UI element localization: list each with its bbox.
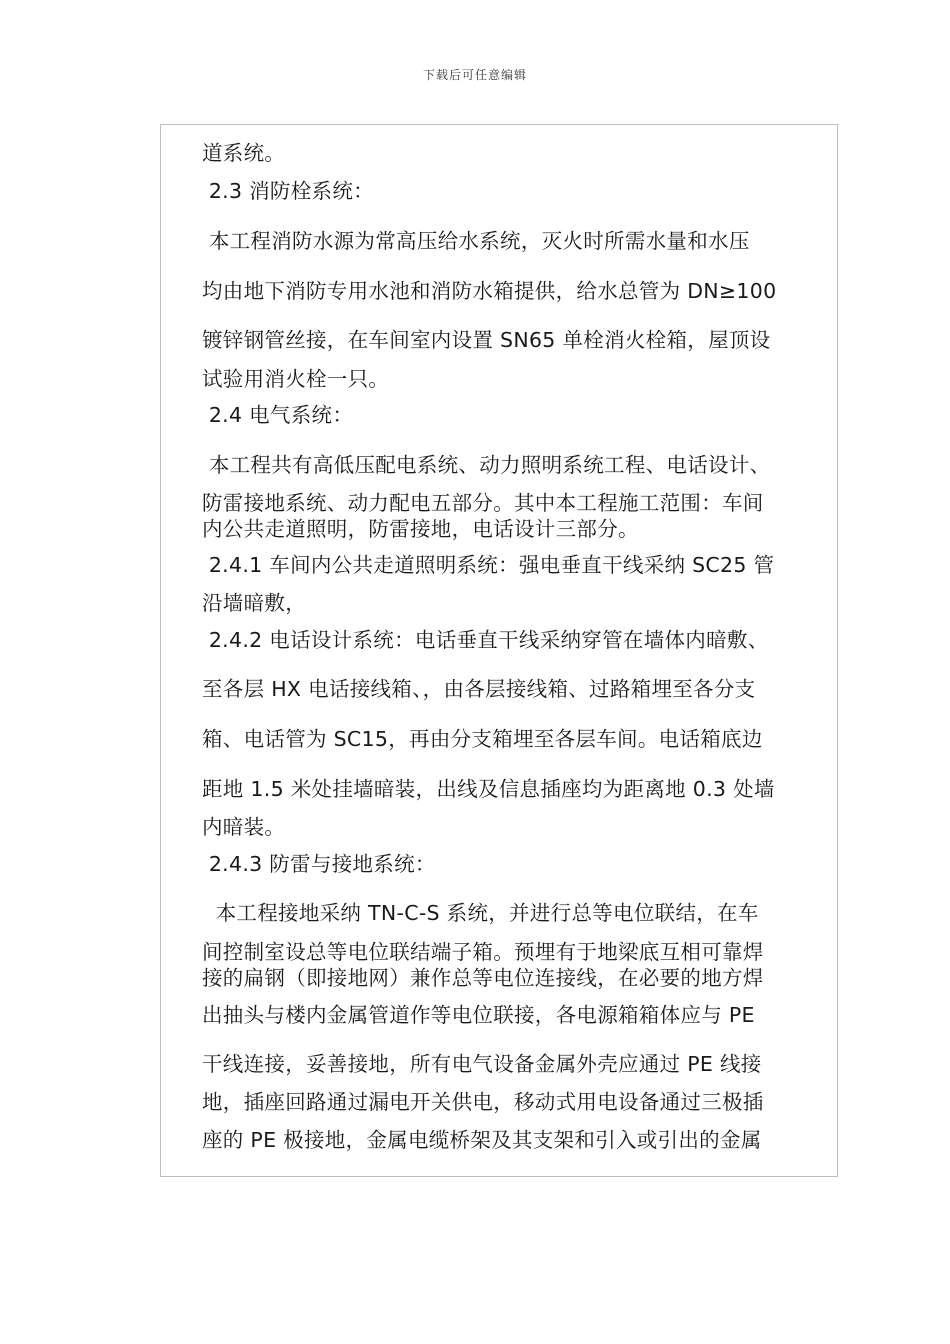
body-line: 道系统。 bbox=[202, 141, 286, 165]
body-line: 间控制室设总等电位联结端子箱。预埋有于地梁底互相可靠焊 bbox=[202, 940, 764, 964]
body-line: 本工程共有高低压配电系统、动力照明系统工程、电话设计、 bbox=[202, 453, 771, 477]
body-line: 2.3 消防栓系统： bbox=[202, 179, 374, 203]
body-line: 防雷接地系统、动力配电五部分。其中本工程施工范围：车间 bbox=[202, 491, 764, 515]
page-header: 下载后可任意编辑 bbox=[422, 68, 527, 82]
body-line: 箱、电话管为 SC15，再由分支箱埋至各层车间。电话箱底边 bbox=[202, 727, 763, 751]
body-line: 2.4 电气系统： bbox=[202, 403, 354, 427]
body-line: 内公共走道照明，防雷接地，电话设计三部分。 bbox=[202, 517, 639, 541]
body-line: 座的 PE 极接地，金属电缆桥架及其支架和引入或引出的金属 bbox=[202, 1128, 762, 1152]
body-line: 2.4.2 电话设计系统：电话垂直干线采纳穿管在墙体内暗敷、 bbox=[202, 628, 769, 652]
body-line: 本工程消防水源为常高压给水系统，灭火时所需水量和水压 bbox=[202, 229, 750, 253]
body-line: 内暗装。 bbox=[202, 815, 286, 839]
body-line: 2.4.1 车间内公共走道照明系统：强电垂直干线采纳 SC25 管 bbox=[202, 553, 775, 577]
body-line: 距地 1.5 米处挂墙暗装，出线及信息插座均为距离地 0.3 处墙 bbox=[202, 777, 775, 801]
body-line: 出抽头与楼内金属管道作等电位联接，各电源箱箱体应与 PE bbox=[202, 1003, 755, 1027]
body-line: 沿墙暗敷， bbox=[202, 591, 306, 615]
body-line: 至各层 HX 电话接线箱、，由各层接线箱、过路箱埋至各分支 bbox=[202, 677, 756, 701]
body-line: 地，插座回路通过漏电开关供电，移动式用电设备通过三极插 bbox=[202, 1090, 764, 1114]
body-line: 干线连接，妥善接地，所有电气设备金属外壳应通过 PE 线接 bbox=[202, 1052, 762, 1076]
body-line: 试验用消火栓一只。 bbox=[202, 367, 390, 391]
body-line: 镀锌钢管丝接，在车间室内设置 SN65 单栓消火栓箱，屋顶设 bbox=[202, 328, 771, 352]
body-line: 接的扁钢（即接地网）兼作总等电位连接线，在必要的地方焊 bbox=[202, 966, 764, 990]
body-line: 2.4.3 防雷与接地系统： bbox=[202, 852, 436, 876]
body-line: 本工程接地采纳 TN-C-S 系统，并进行总等电位联结，在车 bbox=[202, 901, 759, 925]
body-line: 均由地下消防专用水池和消防水箱提供，给水总管为 DN≥100 bbox=[202, 279, 777, 303]
